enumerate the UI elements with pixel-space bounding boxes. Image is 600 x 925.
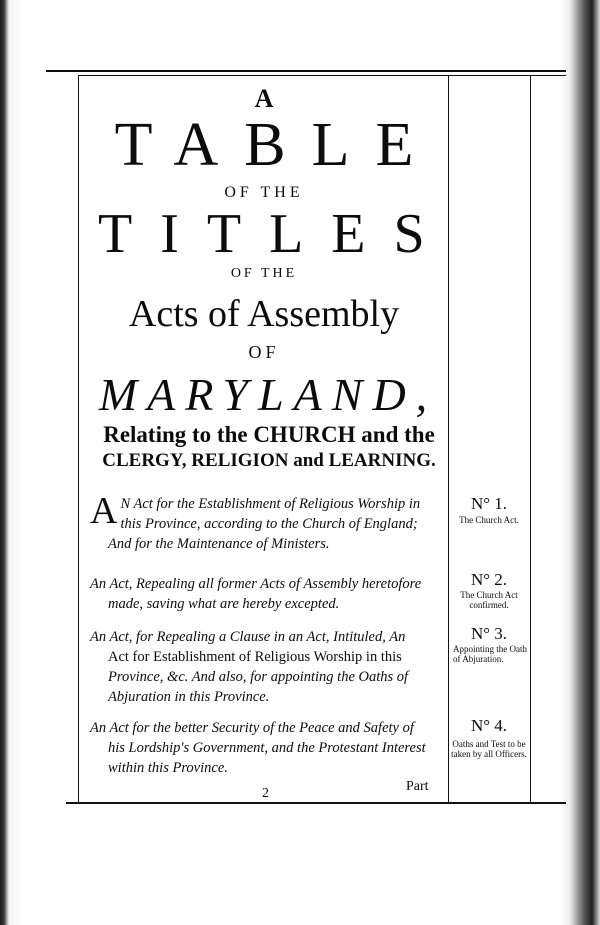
title-acts-of-assembly: Acts of Assembly <box>128 293 400 335</box>
entry-1-dropcap: A <box>90 490 118 532</box>
scan-edge-right <box>560 0 600 925</box>
entry-3-number: N° 3. <box>470 624 508 643</box>
entry-1-number: N° 1. <box>470 494 508 513</box>
entry-2 <box>90 574 446 614</box>
entry-4-line-3: within this Province. <box>108 760 228 776</box>
entry-4-line-1: An Act for the better Security of the Peace and Safety of <box>90 720 414 736</box>
entry-4-line-2: his Lordship's Government, and the Protestant Interest <box>108 740 426 756</box>
entry-2-margin-note: The Church Act confirmed. <box>460 590 518 610</box>
entry-4-number: N° 4. <box>470 716 508 735</box>
entry-2-line-2: made, saving what are hereby excepted. <box>108 596 340 612</box>
entry-4 <box>90 718 446 778</box>
entry-2-line-1: An Act, Repealing all former Acts of Assembly heretofore <box>90 576 422 592</box>
entry-3-line-3: Province, &c. And also, for appointing the Oaths of <box>108 669 409 685</box>
title-of: OF <box>248 342 280 362</box>
entry-1-line-3: And for the Maintenance of Ministers. <box>108 536 330 552</box>
scan-edge-left <box>0 0 22 925</box>
title-relating-line-1: Relating to the CHURCH and the <box>103 422 435 447</box>
entry-3-margin-note: Appointing the Oath of Abjuration. <box>453 644 527 664</box>
right-column-rule <box>530 75 531 802</box>
entry-3-line-1: An Act, for Repealing a Clause in an Act, Intituled, An <box>90 629 406 645</box>
title-of-the-1: OF THE <box>224 184 304 201</box>
entry-1 <box>90 490 446 554</box>
title-a: A <box>254 84 274 113</box>
entry-2-number: N° 2. <box>470 570 508 589</box>
entry-1-line-1: N Act for the Establishment of Religious Worship in <box>120 496 421 512</box>
entry-1-line-2: this Province, according to the Church of England; <box>120 516 418 532</box>
left-column-rule <box>78 75 79 802</box>
entry-3-line-4: Abjuration in this Province. <box>108 689 270 705</box>
page-folio-number: 2 <box>262 786 269 801</box>
frame-bottom-rule <box>66 802 566 804</box>
entry-3-line-2: Act for Establishment of Religious Worship in this <box>108 649 402 665</box>
frame-top-inner-rule <box>78 75 566 76</box>
title-relating-line-2: CLERGY, RELIGION and LEARNING. <box>102 450 436 471</box>
title-titles: TITLES <box>98 203 453 265</box>
title-maryland: MARYLAND, <box>98 369 438 420</box>
entry-1-margin-note: The Church Act. <box>459 515 519 525</box>
entry-4-margin-note: Oaths and Test to be taken by all Officers. <box>451 739 527 759</box>
entry-3 <box>90 627 446 707</box>
title-table: TABLE <box>114 111 440 179</box>
frame-top-rule <box>46 70 566 72</box>
title-of-the-2: OF THE <box>230 266 298 281</box>
catchword: Part <box>406 779 429 794</box>
